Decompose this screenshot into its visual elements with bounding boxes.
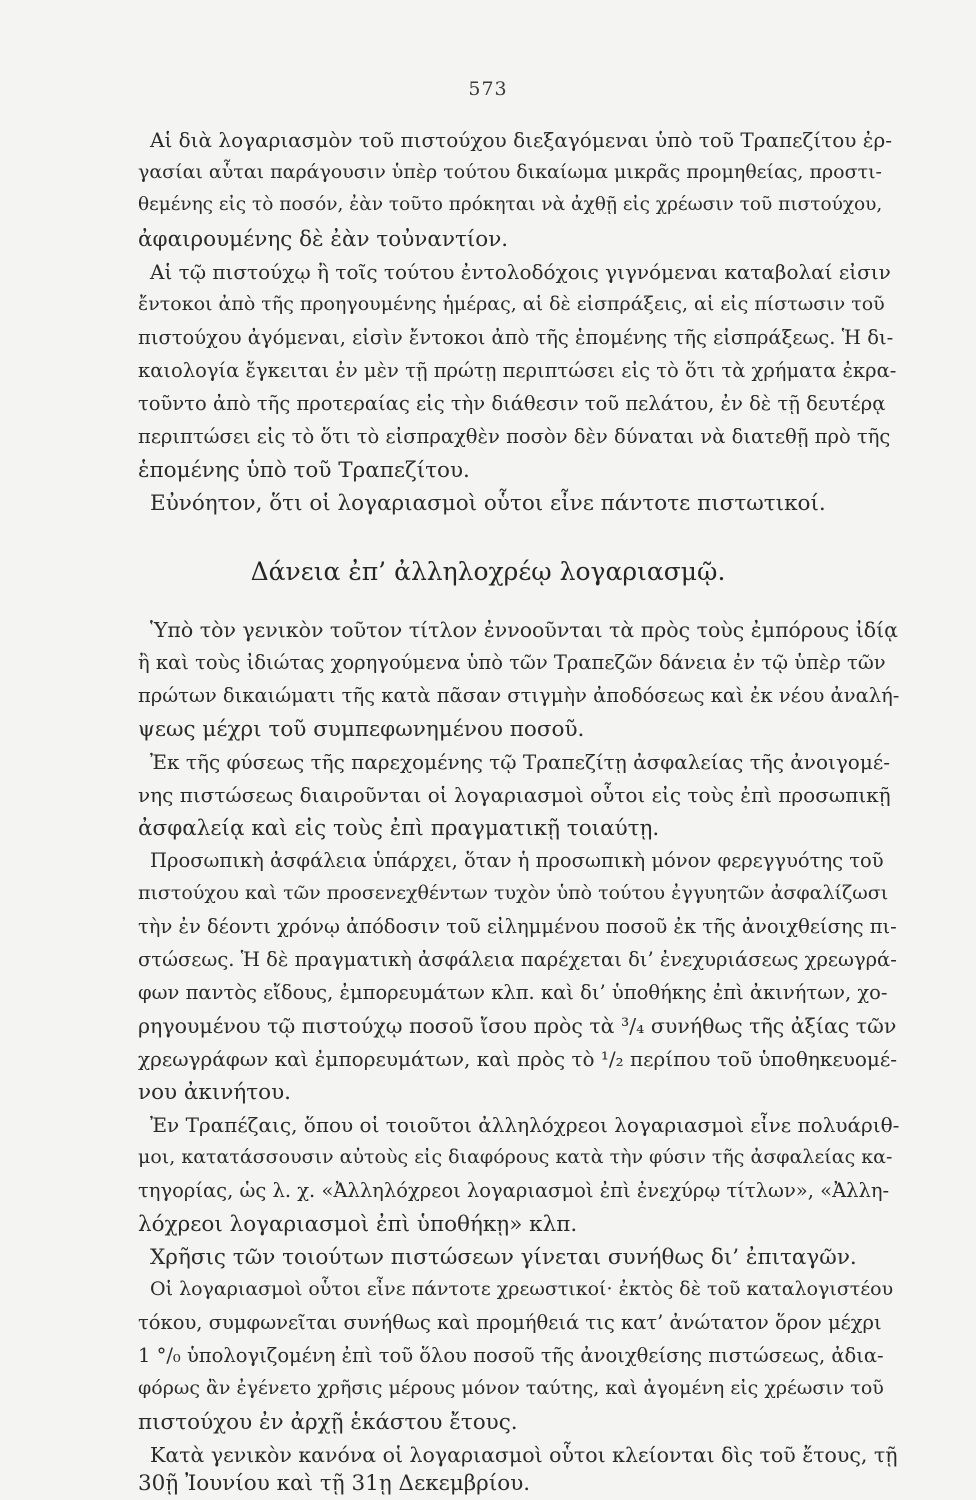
text-line: Κατὰ γενικὸν κανόνα οἱ λογαριασμοὶ οὗτοι κλείονται δὶς τοῦ ἔτους, τῇ: [150, 1443, 898, 1467]
text-line: Ὑπὸ τὸν γενικὸν τοῦτον τίτλον ἐννοοῦνται τὰ πρὸς τοὺς ἐμπόρους ἰδίᾳ: [150, 618, 899, 642]
text-line: φόρως ἂν ἐγένετο χρῆσις μέρους μόνον ταύτης, καὶ ἀγομένη εἰς χρέωσιν τοῦ: [138, 1377, 884, 1399]
text-line: καιολογία ἔγκειται ἐν μὲν τῇ πρώτῃ περιπτώσει εἰς τὸ ὅτι τὰ χρήματα ἐκρα-: [138, 359, 897, 382]
text-line: ἀσφαλείᾳ καὶ εἰς τοὺς ἐπὶ πραγματικῇ τοιαύτῃ.: [138, 816, 660, 841]
text-line: ἢ καὶ τοὺς ἰδιώτας χορηγούμενα ὑπὸ τῶν Τραπεζῶν δάνεια ἐν τῷ ὑπὲρ τῶν: [138, 651, 886, 674]
text-line: θεμένης εἰς τὸ ποσόν, ἐὰν τοῦτο πρόκηται νὰ ἀχθῇ εἰς χρέωσιν τοῦ πιστούχου,: [138, 194, 883, 215]
text-line: ρηγουμένου τῷ πιστούχῳ ποσοῦ ἴσου πρὸς τὰ ³/₄ συνήθως τῆς ἀξίας τῶν: [138, 1014, 897, 1038]
text-line: Προσωπικὴ ἀσφάλεια ὑπάρχει, ὅταν ἡ προσωπικὴ μόνον φερεγγυότης τοῦ: [150, 849, 884, 872]
text-line: πρώτων δικαιώματι τῆς κατὰ πᾶσαν στιγμὴν ἀποδόσεως καὶ ἐκ νέου ἀναλή-: [138, 684, 900, 707]
text-line: λόχρεοι λογαριασμοὶ ἐπὶ ὑποθήκῃ» κλπ.: [138, 1212, 578, 1237]
text-line: γασίαι αὗται παράγουσιν ὑπὲρ τούτου δικαίωμα μικρᾶς προμηθείας, προστι-: [138, 161, 882, 183]
text-line: Ἐν Τραπέζαις, ὅπου οἱ τοιοῦτοι ἀλληλόχρεοι λογαριασμοὶ εἶνε πολυάριθ-: [150, 1113, 900, 1137]
text-line: πιστούχου ἐν ἀρχῇ ἑκάστου ἔτους.: [138, 1410, 518, 1435]
text-line: νης πιστώσεως διαιροῦνται οἱ λογαριασμοὶ οὗτοι εἰς τοὺς ἐπὶ προσωπικῇ: [138, 783, 891, 807]
text-line: τὴν ἐν δέοντι χρόνῳ ἀπόδοσιν τοῦ εἰλημμένου ποσοῦ ἐκ τῆς ἀνοιχθείσης πι-: [138, 915, 897, 938]
section-heading: Δάνεια ἐπ’ ἀλληλοχρέῳ λογαριασμῷ.: [250, 557, 726, 586]
text-line: νου ἀκινήτου.: [138, 1080, 291, 1105]
text-line: στώσεως. Ἡ δὲ πραγματικὴ ἀσφάλεια παρέχεται δι’ ἐνεχυριάσεως χρεωγρά-: [138, 948, 897, 971]
text-line: τόκου, συμφωνεῖται συνήθως καὶ προμήθειά τις κατ’ ἀνώτατον ὅρον μέχρι: [138, 1311, 882, 1334]
text-line: ἔντοκοι ἀπὸ τῆς προηγουμένης ἡμέρας, αἱ δὲ εἰσπράξεις, αἱ εἰς πίστωσιν τοῦ: [138, 293, 885, 315]
text-line: Αἱ τῷ πιστούχῳ ἢ τοῖς τούτου ἐντολοδόχοις γιγνόμεναι καταβολαί εἰσιν: [150, 260, 891, 284]
text-line: πιστούχου καὶ τῶν προσενεχθέντων τυχὸν ὑπὸ τούτου ἐγγυητῶν ἀσφαλίζωσι: [138, 882, 889, 904]
text-line: τηγορίας, ὡς λ. χ. «Ἀλληλόχρεοι λογαριασμοὶ ἐπὶ ἐνεχύρῳ τίτλων», «Ἀλλη-: [138, 1179, 890, 1202]
text-line: πιστούχου ἀγόμεναι, εἰσὶν ἔντοκοι ἀπὸ τῆς ἑπομένης τῆς εἰσπράξεως. Ἡ δι-: [138, 326, 894, 349]
text-line: 1 °/₀ ὑπολογιζομένη ἐπὶ τοῦ ὅλου ποσοῦ τῆς ἀνοιχθείσης πιστώσεως, ἀδια-: [138, 1344, 884, 1367]
text-line: Αἱ διὰ λογαριασμὸν τοῦ πιστούχου διεξαγόμεναι ὑπὸ τοῦ Τραπεζίτου ἐρ-: [150, 128, 893, 152]
text-line: περιπτώσει εἰς τὸ ὅτι τὸ εἰσπραχθὲν ποσὸν δὲν δύναται νὰ διατεθῇ πρὸ τῆς: [138, 425, 891, 448]
text-line: 30ῇ Ἰουνίου καὶ τῇ 31ῃ Δεκεμβρίου.: [138, 1471, 531, 1496]
text-line: ψεως μέχρι τοῦ συμπεφωνημένου ποσοῦ.: [138, 717, 585, 742]
text-line: μοι, κατατάσσουσιν αὐτοὺς εἰς διαφόρους κατὰ τὴν φύσιν τῆς ἀσφαλείας κα-: [138, 1146, 893, 1168]
text-line: Χρῆσις τῶν τοιούτων πιστώσεων γίνεται συνήθως δι’ ἐπιταγῶν.: [150, 1245, 857, 1270]
text-line: ἀφαιρουμένης δὲ ἐὰν τοὐναντίον.: [138, 227, 509, 252]
text-line: χρεωγράφων καὶ ἐμπορευμάτων, καὶ πρὸς τὸ ¹/₂ περίπου τοῦ ὑποθηκευομέ-: [138, 1047, 898, 1071]
text-line: Εὐνόητον, ὅτι οἱ λογαριασμοὶ οὗτοι εἶνε πάντοτε πιστωτικοί.: [150, 491, 826, 516]
text-line: Ἐκ τῆς φύσεως τῆς παρεχομένης τῷ Τραπεζίτῃ ἀσφαλείας τῆς ἀνοιγομέ-: [150, 750, 890, 774]
text-line: τοῦντο ἀπὸ τῆς προτεραίας εἰς τὴν διάθεσιν τοῦ πελάτου, ἐν δὲ τῇ δευτέρᾳ: [138, 392, 886, 415]
text-line: ἑπομένης ὑπὸ τοῦ Τραπεζίτου.: [138, 458, 470, 483]
text-line: Οἱ λογαριασμοὶ οὗτοι εἶνε πάντοτε χρεωστικοί· ἐκτὸς δὲ τοῦ καταλογιστέου: [150, 1278, 894, 1300]
page-number: 573: [468, 78, 508, 100]
text-line: φων παντὸς εἴδους, ἐμπορευμάτων κλπ. καὶ δι’ ὑποθήκης ἐπὶ ἀκινήτων, χο-: [138, 981, 888, 1004]
